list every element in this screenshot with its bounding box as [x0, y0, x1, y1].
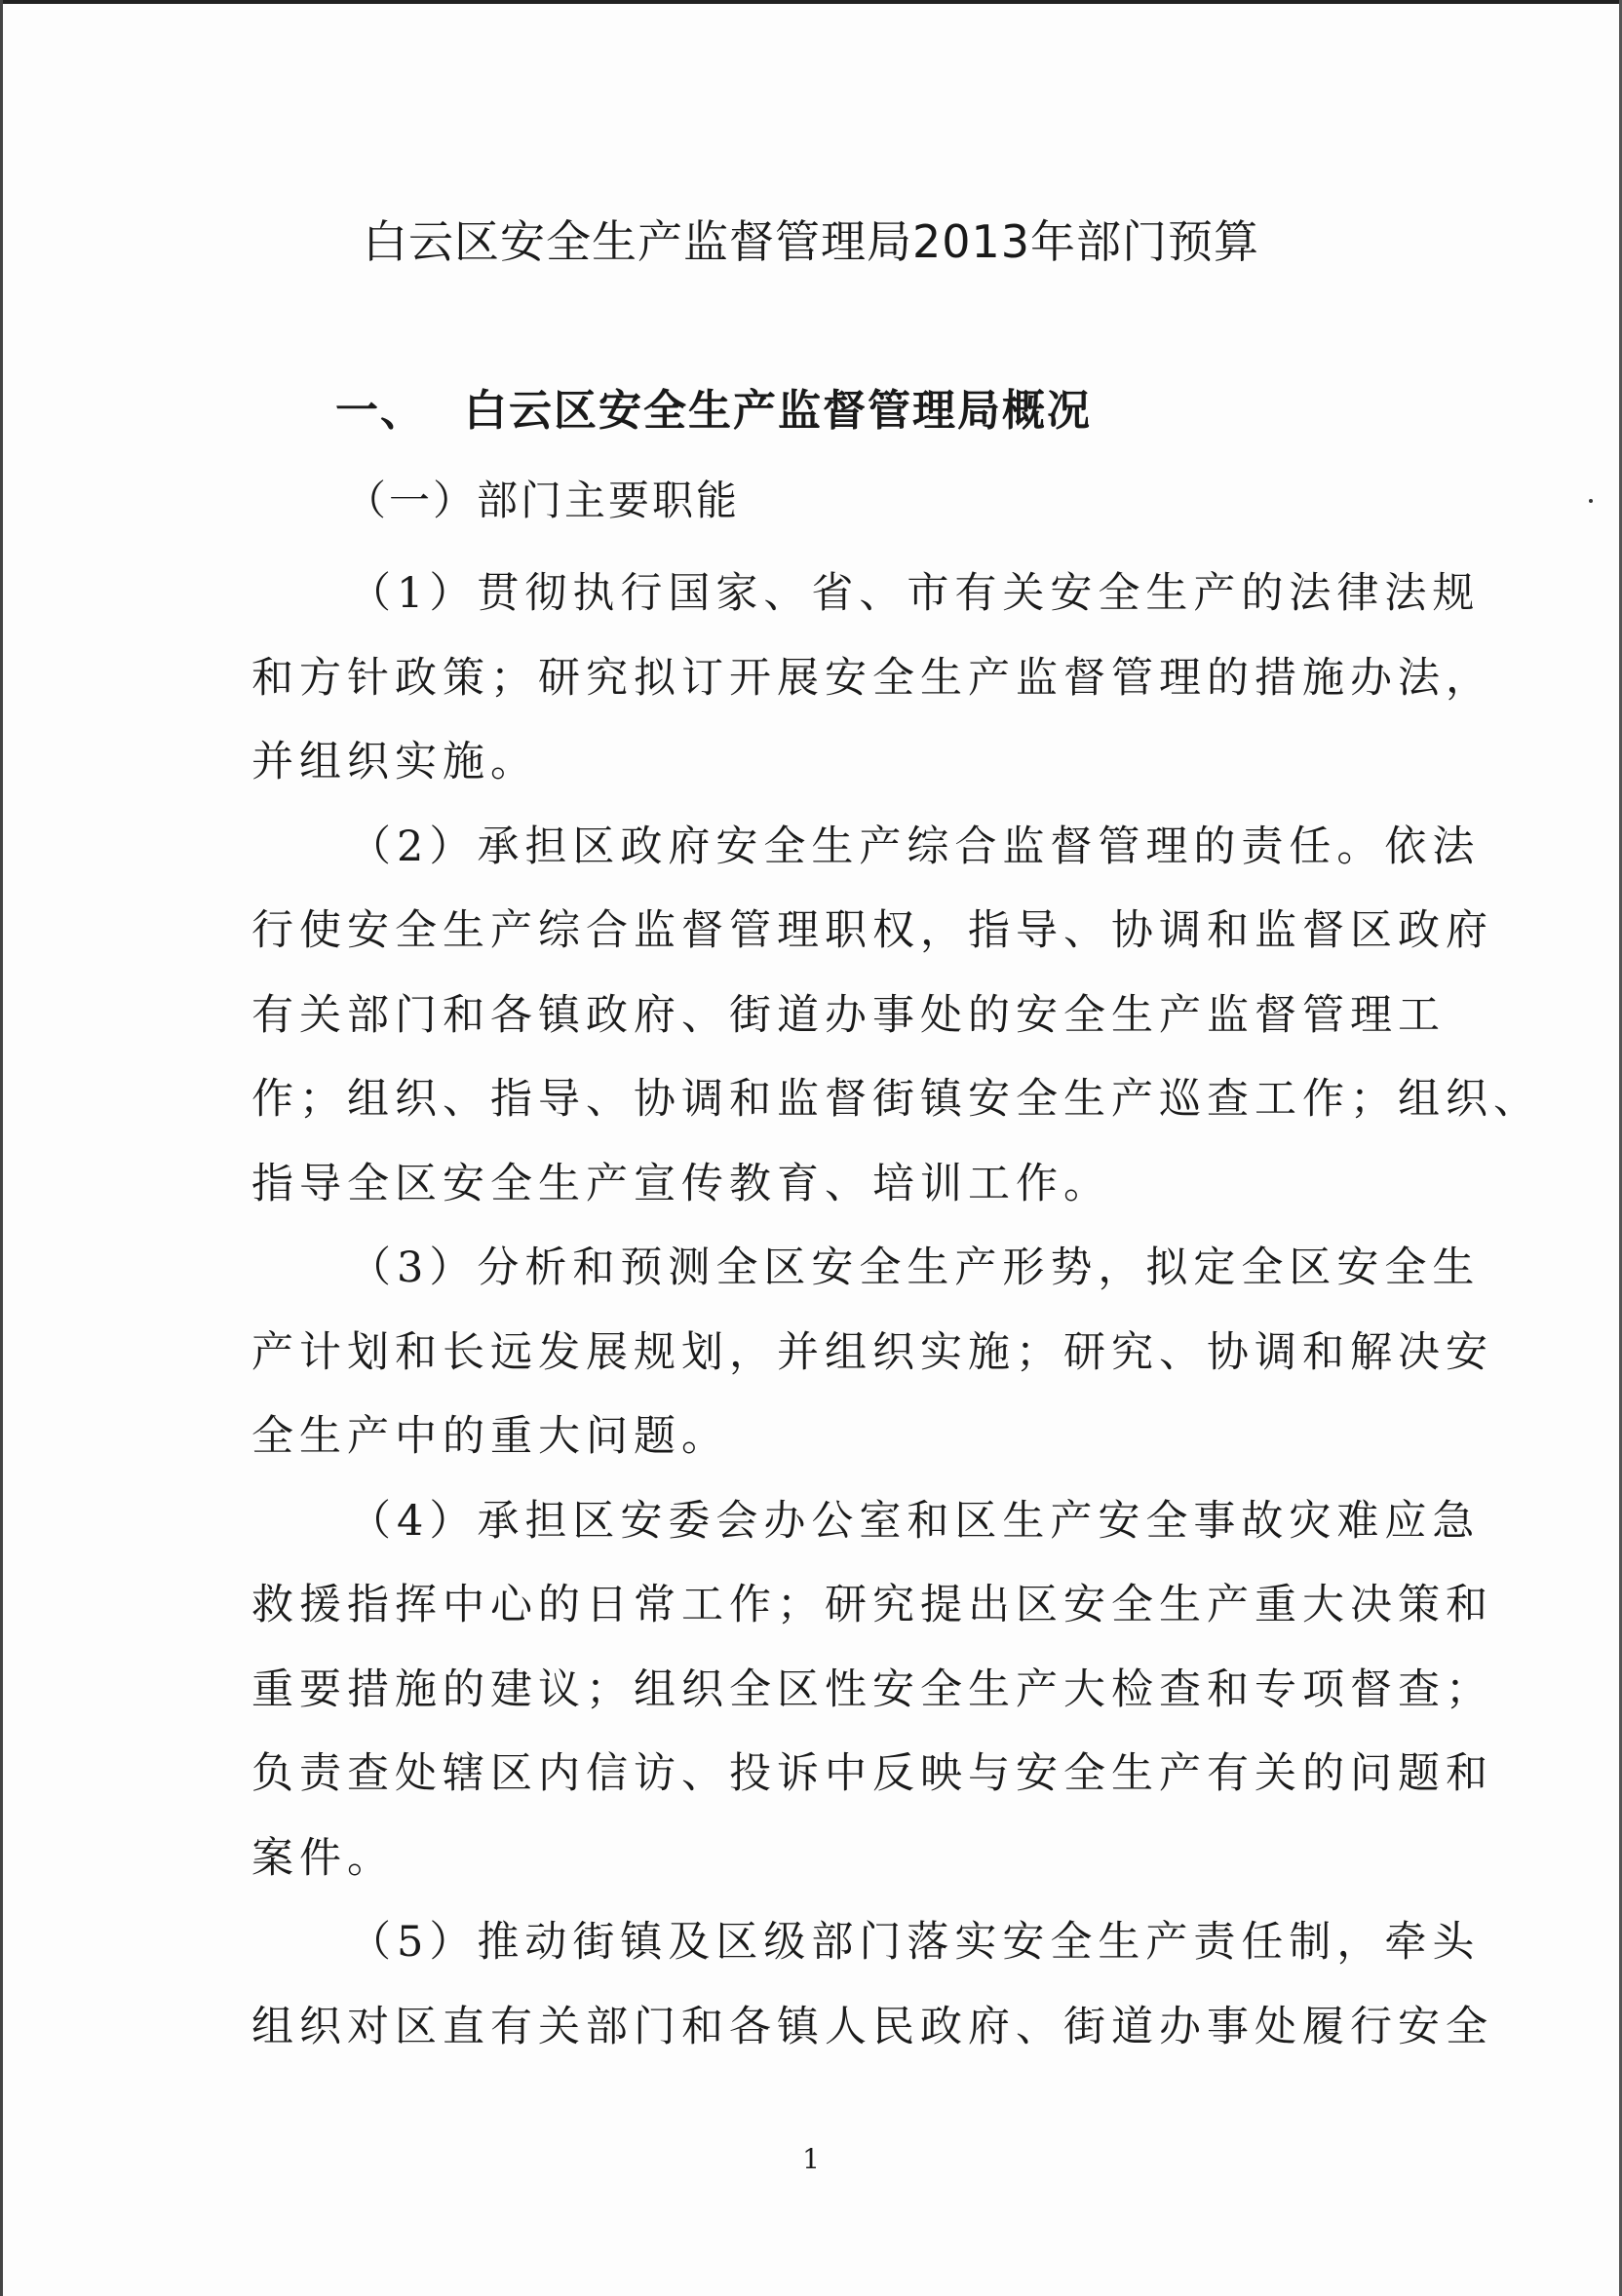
paragraph-line: 产计划和长远发展规划，并组织实施；研究、协调和解决安	[251, 1327, 1493, 1377]
paragraph-line: 有关部门和各镇政府、街道办事处的安全生产监督管理工	[251, 990, 1446, 1040]
paragraph-3	[251, 1226, 1493, 1479]
scan-speck	[1589, 499, 1593, 503]
paragraph-line: 组织对区直有关部门和各镇人民政府、街道办事处履行安全	[251, 2002, 1493, 2051]
document-body	[251, 552, 1541, 2069]
paragraph-5	[251, 1900, 1493, 2069]
page-number: 1	[802, 2143, 820, 2175]
document-title: 白云区安全生产监督管理局2013年部门预算	[362, 215, 1260, 268]
paragraph-line: 指导全区安全生产宣传教育、培训工作。	[251, 1159, 1111, 1208]
section-title: 白云区安全生产监督管理局概况	[464, 386, 1092, 436]
paragraph-line: 负责查处辖区内信访、投诉中反映与安全生产有关的问题和	[251, 1749, 1493, 1798]
paragraph-line: 全生产中的重大问题。	[251, 1412, 729, 1461]
paragraph-line: 和方针政策；研究拟订开展安全生产监督管理的措施办法，	[251, 653, 1493, 703]
scan-edge-top	[0, 0, 1622, 4]
paragraph-line: （5）推动街镇及区级部门落实安全生产责任制，牵头	[349, 1918, 1481, 1967]
paragraph-line: （3）分析和预测全区安全生产形势，拟定全区安全生	[349, 1244, 1481, 1292]
paragraph-line: 救援指挥中心的日常工作；研究提出区安全生产重大决策和	[251, 1581, 1493, 1629]
paragraph-line: （2）承担区政府安全生产综合监督管理的责任。依法	[349, 822, 1481, 871]
paragraph-line: 行使安全生产综合监督管理职权，指导、协调和监督区政府	[251, 906, 1493, 955]
paragraph-line: （4）承担区安委会办公室和区生产安全事故灾难应急	[349, 1496, 1481, 1546]
subsection-heading: （一）部门主要职能	[345, 477, 741, 524]
paragraph-4	[251, 1479, 1493, 1901]
paragraph-line: 作；组织、指导、协调和监督街镇安全生产巡查工作；组织、	[251, 1075, 1541, 1124]
paragraph-line: 并组织实施。	[251, 738, 538, 786]
paragraph-line: 重要措施的建议；组织全区性安全生产大检查和专项督查；	[251, 1665, 1493, 1714]
paragraph-2	[251, 805, 1541, 1227]
paragraph-line: 案件。	[251, 1833, 395, 1883]
paragraph-1	[251, 552, 1493, 805]
section-heading	[335, 382, 1092, 440]
scan-edge-left	[0, 0, 3, 2296]
section-number: 一、	[335, 386, 425, 436]
paragraph-line: （1）贯彻执行国家、省、市有关安全生产的法律法规	[349, 569, 1481, 618]
